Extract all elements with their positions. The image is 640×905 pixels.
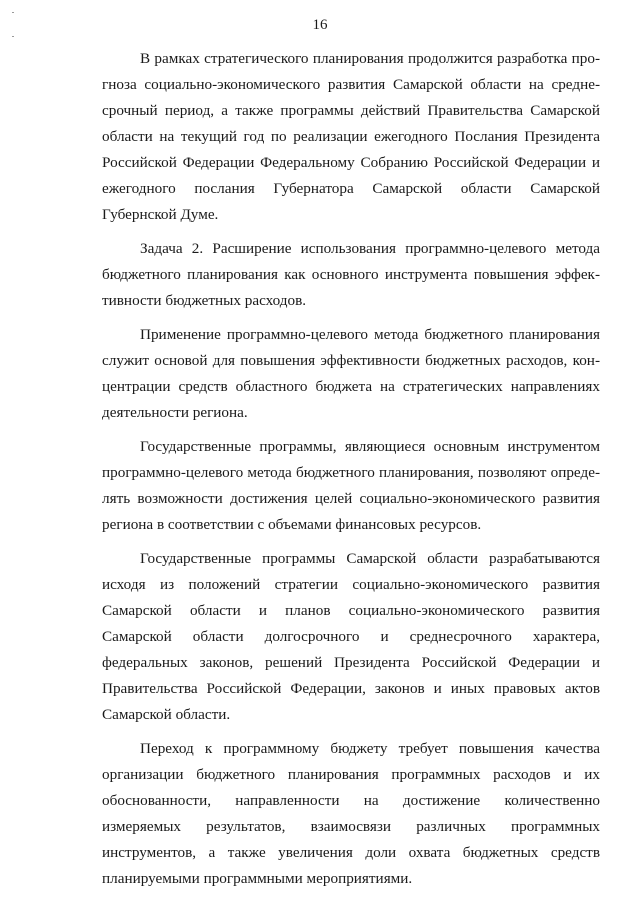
paragraph-strategic-planning: В рамках стратегического планирования продолжится разработка прогноза социально-экономического развития Самарской области на среднесрочный период, а также программы действий Правительства Самарской области на текущий год по реализации ежегодного Послания Президента Российской Федерации Федеральному Собранию Российской Федерации и ежегодного послания Губернатора Самарской области Самарской Губернской Думе. bbox=[102, 50, 600, 223]
scan-edge-mark bbox=[12, 36, 14, 37]
paragraph-program-target-method: Применение программно-целевого метода бюджетного планирования служит основой для повышения эффективности бюджетных расходов, концентрации средств областного бюджета на стратегических направлениях деятельности региона. bbox=[102, 326, 600, 421]
scan-edge-mark bbox=[12, 12, 14, 13]
paragraph-samara-programs: Государственные программы Самарской области разрабатываются исходя из положений стратегии социально-экономического развития Самарской области и планов социально-экономического развития Самарской области долгосрочного и среднесрочного характера, федеральных законов, решений Президента Российской Федерации и Правительства Российской Федерации, законов и иных правовых актов Самарской области. bbox=[102, 550, 600, 723]
paragraph-task-2: Задача 2. Расширение использования программно-целевого метода бюджетного планирования как основного инструмента повышения эффективности бюджетных расходов. bbox=[102, 240, 600, 309]
paragraph-state-programs: Государственные программы, являющиеся основным инструментом программно-целевого метода бюджетного планирования, позволяют определять возможности достижения целей социально-экономического развития региона в соответствии с объемами финансовых ресурсов. bbox=[102, 438, 600, 533]
paragraph-program-budget: Переход к программному бюджету требует повышения качества организации бюджетного планирования программных расходов и их обоснованности, направленности на достижение количественно измеряемых результатов, взаимосвязи различных программных инструментов, а также увеличения доли охвата бюджетных средств планируемыми программными мероприятиями. bbox=[102, 740, 600, 887]
page-number: 16 bbox=[312, 17, 328, 33]
document-body bbox=[102, 46, 600, 892]
